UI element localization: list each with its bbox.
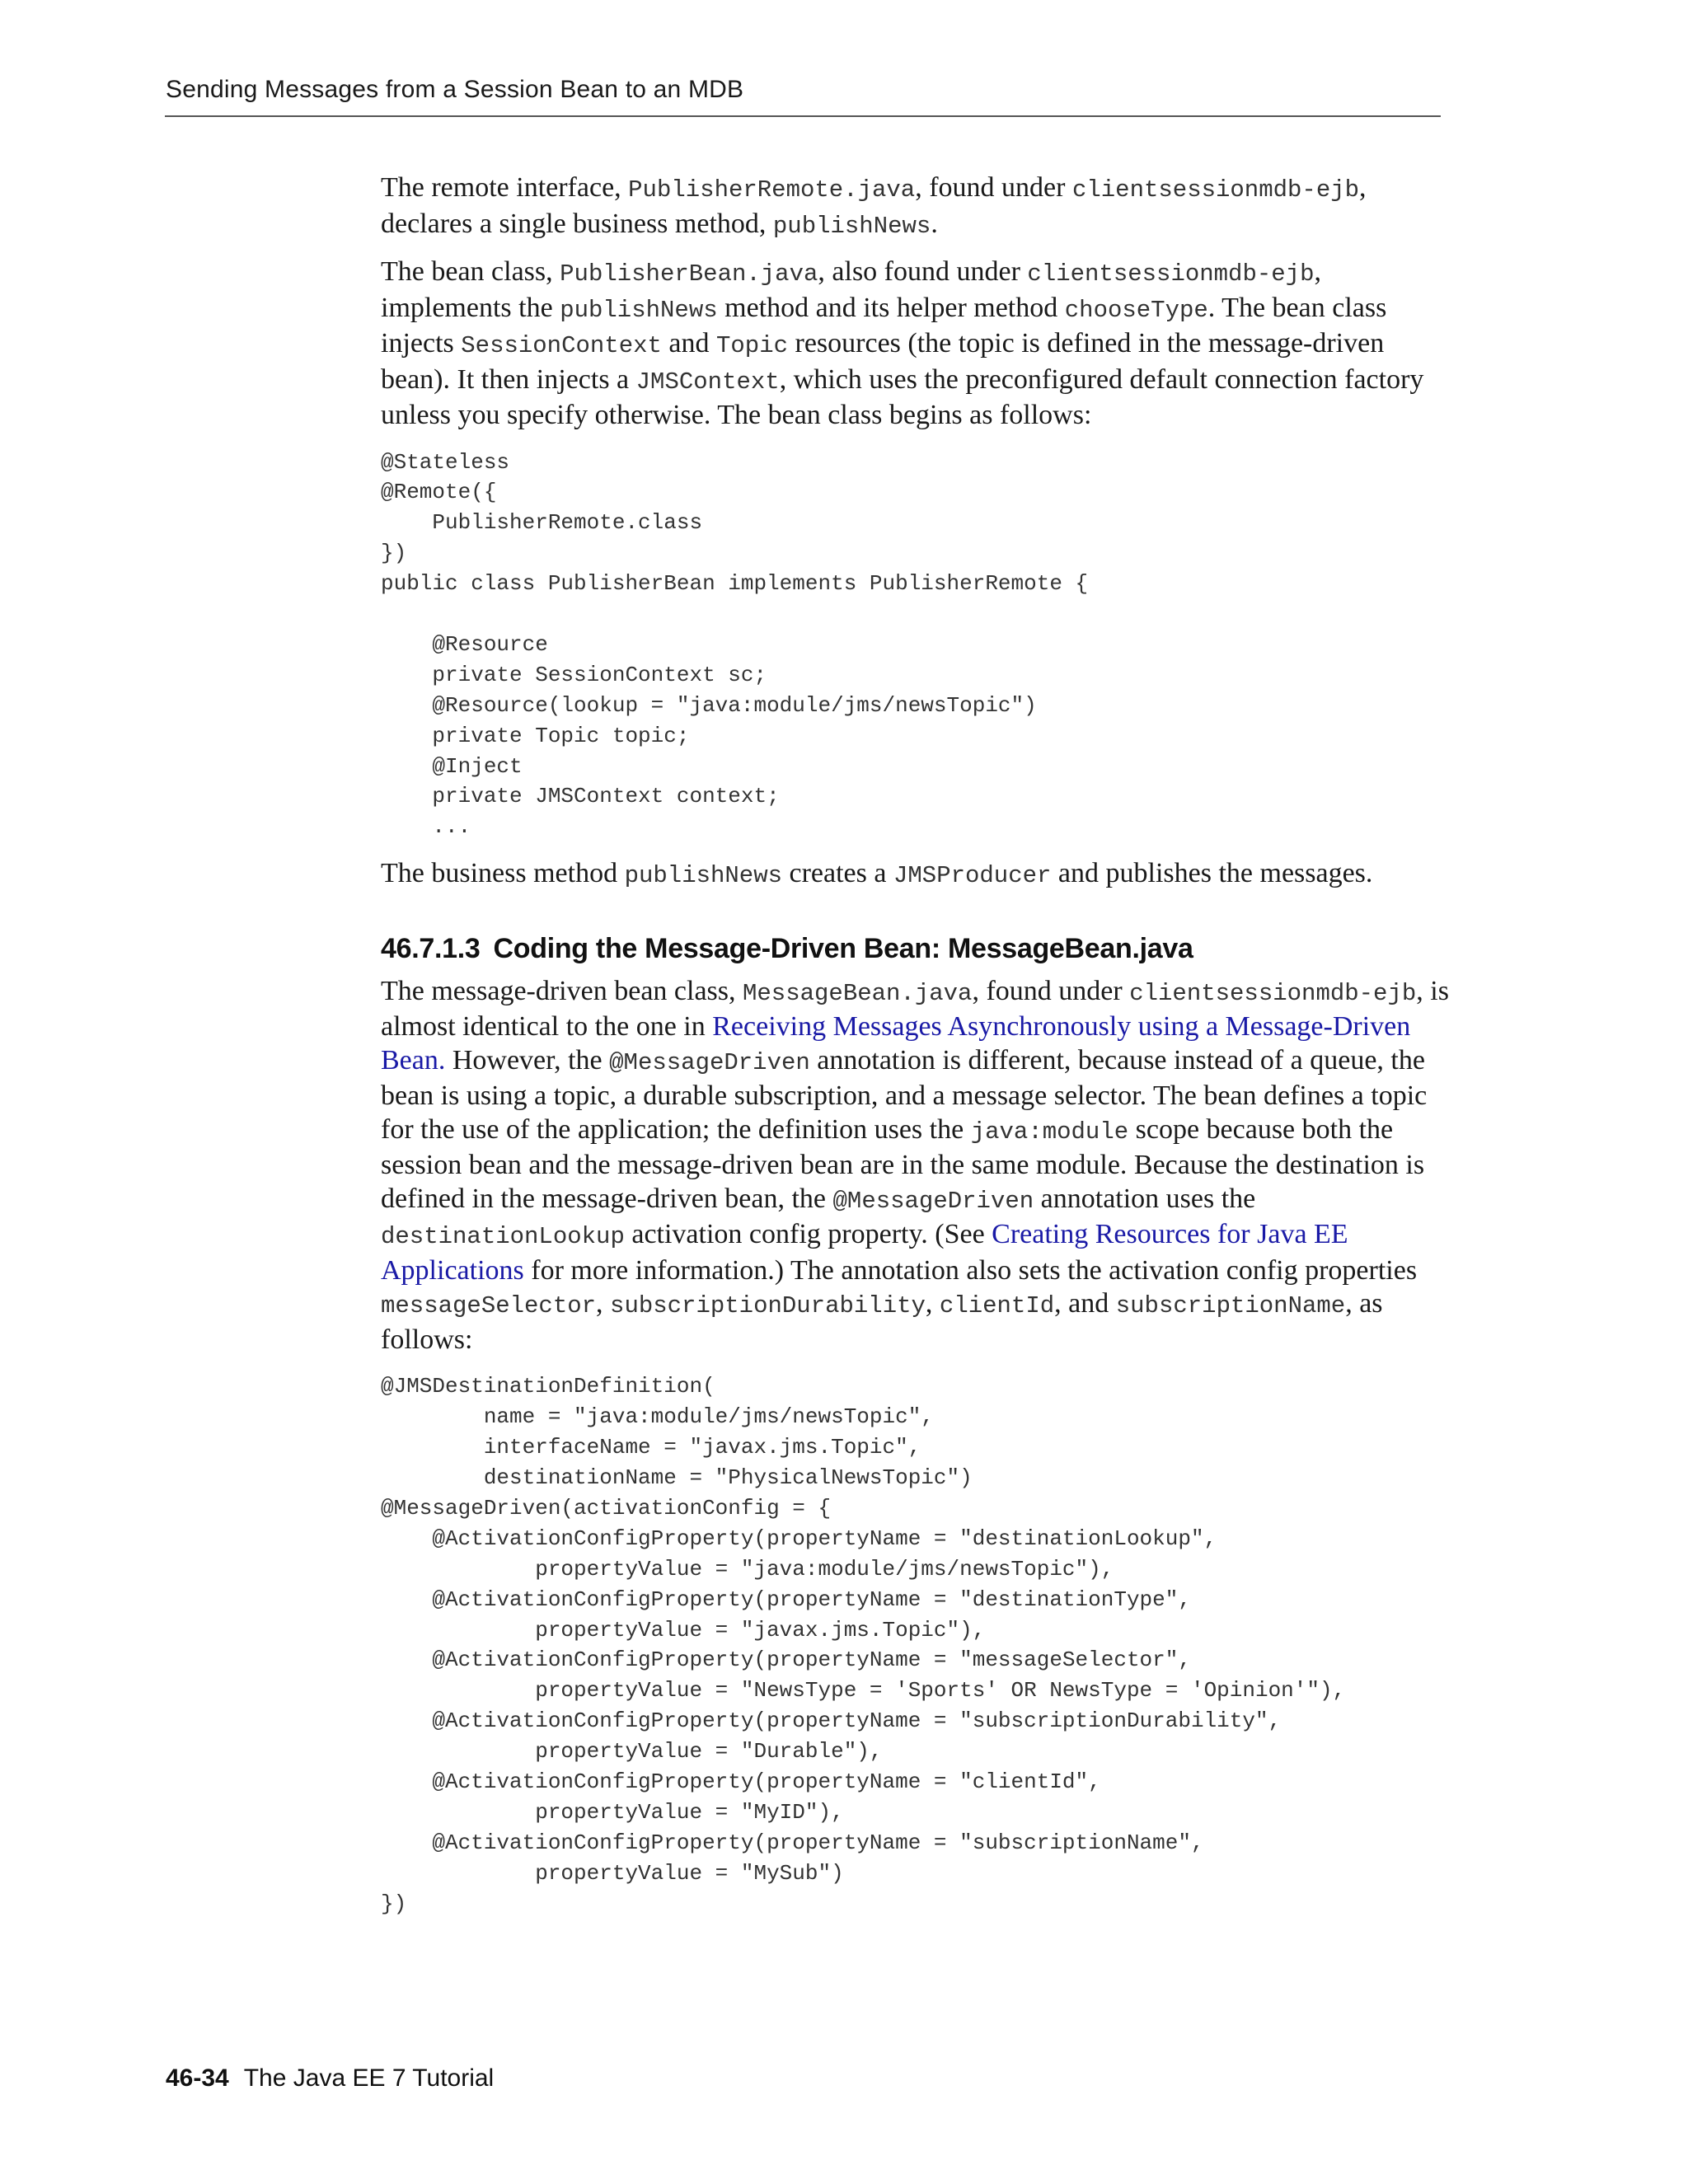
text: , implements the <box>381 256 1321 323</box>
inline-code: PublisherBean.java <box>560 260 818 288</box>
inline-code: clientsessionmdb-ejb <box>1071 176 1360 204</box>
text: , as follows: <box>381 1288 1383 1355</box>
code-block-message-bean: @JMSDestinationDefinition( name = "java:module/jms/newsTopic", interfaceName = "javax.jms.Topic", destinationName = "PhysicalNewsTopic") @MessageDriven(activationConfig = { @ActivationConfigProperty(propertyName = "destinationLookup", propertyValue = "java:module/jms/newsTopic"), @ActivationConfigProperty(propertyName = "destinationType", propertyValue = "javax.jms.Topic"), @ActivationConfigProperty(propertyName = "messageSelector", propertyValue = "NewsType = 'Sports' OR NewsType = 'Opinion'"), @ActivationConfigProperty(propertyName = "subscriptionDurability", propertyValue = "Durable"), @ActivationConfigProperty(propertyName = "clientId", propertyValue = "MyID"), @ActivationConfigProperty(propertyName = "subscriptionName", propertyValue = "MySub") }) <box>381 1374 1346 1916</box>
book-title: The Java EE 7 Tutorial <box>243 2064 495 2092</box>
inline-code: clientsessionmdb-ejb <box>1027 260 1315 288</box>
text: , also found under <box>818 256 1028 287</box>
section-title: Coding the Message-Driven Bean: MessageBean.java <box>493 932 1193 964</box>
text: resources (the topic is defined in the message-driven bean). It then injects a <box>381 328 1385 395</box>
inline-code: clientsessionmdb-ejb <box>1129 979 1417 1007</box>
inline-code: Topic <box>716 332 789 359</box>
link-creating-resources[interactable]: Creating Resources for Java EE Applications <box>381 1219 1348 1286</box>
text: , <box>596 1288 611 1319</box>
text: The business method <box>381 858 625 889</box>
text: The bean class, <box>381 256 560 287</box>
inline-code: messageSelector <box>381 1292 597 1320</box>
inline-code: subscriptionName <box>1115 1292 1346 1320</box>
inline-code: publishNews <box>624 862 783 890</box>
inline-code: JMSContext <box>635 368 780 396</box>
text: creates a <box>782 858 893 889</box>
paragraph-message-bean <box>381 975 1452 1357</box>
inline-code: subscriptionDurability <box>610 1292 926 1320</box>
inline-code: @MessageDriven <box>832 1187 1034 1215</box>
inline-code: PublisherRemote.java <box>628 176 916 204</box>
text: annotation is different, because instead of a queue, the bean is using a topic, a durable subscription, and a message selector. The bean defines a topic for the use of the application; the definition uses the <box>381 1044 1428 1145</box>
text: , is almost identical to the one in <box>381 975 1449 1043</box>
paragraph-business-method <box>381 857 1452 893</box>
section-heading <box>381 933 1452 965</box>
inline-code: JMSProducer <box>893 862 1052 890</box>
text: activation config property. (See <box>624 1219 992 1250</box>
page-footer <box>166 2064 494 2093</box>
paragraph-remote-interface <box>381 171 1452 243</box>
code-block-publisher-bean: @Stateless @Remote({ PublisherRemote.class }) public class PublisherBean implements PublisherRemote { @Resource private SessionContext sc; @Resource(lookup = "java:module/jms/newsTopic") private Topic topic; @Inject private JMSContext context; ... <box>381 449 1089 840</box>
running-header: Sending Messages from a Session Bean to an MDB <box>166 76 744 103</box>
text: , found under <box>915 172 1072 203</box>
text: The message-driven bean class, <box>381 975 743 1006</box>
paragraph-bean-class <box>381 255 1452 433</box>
inline-code: chooseType <box>1064 296 1208 324</box>
page-content <box>381 171 1452 1934</box>
text: . The bean class injects <box>381 292 1387 359</box>
text: The remote interface, <box>381 172 629 203</box>
text: annotation uses the <box>1034 1183 1256 1214</box>
inline-code: publishNews <box>560 296 718 324</box>
inline-code: SessionContext <box>461 332 662 359</box>
inline-code: clientId <box>939 1292 1055 1320</box>
text: However, the <box>445 1044 610 1076</box>
text: . <box>931 208 938 239</box>
inline-code: publishNews <box>772 212 931 240</box>
text: for more information.) The annotation also sets the activation config properties <box>523 1254 1418 1286</box>
section-number: 46.7.1.3 <box>381 932 481 964</box>
text: , <box>925 1288 940 1319</box>
inline-code: java:module <box>970 1118 1129 1146</box>
inline-code: destinationLookup <box>381 1223 625 1251</box>
text: , which uses the preconfigured default connection factory unless you specify otherwise. The bean class begins as follows: <box>381 363 1424 430</box>
text: , declares a single business method, <box>381 172 1367 239</box>
link-receiving-messages[interactable]: Receiving Messages Asynchronously using a Message-Driven Bean. <box>381 1011 1411 1076</box>
text: and <box>661 328 716 359</box>
text: scope because both the session bean and the message-driven bean are in the same module. Because the destination is defined in the message-driven bean, the <box>381 1113 1425 1214</box>
text: and publishes the messages. <box>1051 858 1373 889</box>
page-number: 46-34 <box>166 2064 229 2092</box>
text: , and <box>1054 1288 1116 1319</box>
inline-code: @MessageDriven <box>609 1048 810 1076</box>
text: method and its helper method <box>717 292 1065 323</box>
text: , found under <box>972 975 1130 1006</box>
header-rule <box>165 115 1441 117</box>
inline-code: MessageBean.java <box>743 979 973 1007</box>
